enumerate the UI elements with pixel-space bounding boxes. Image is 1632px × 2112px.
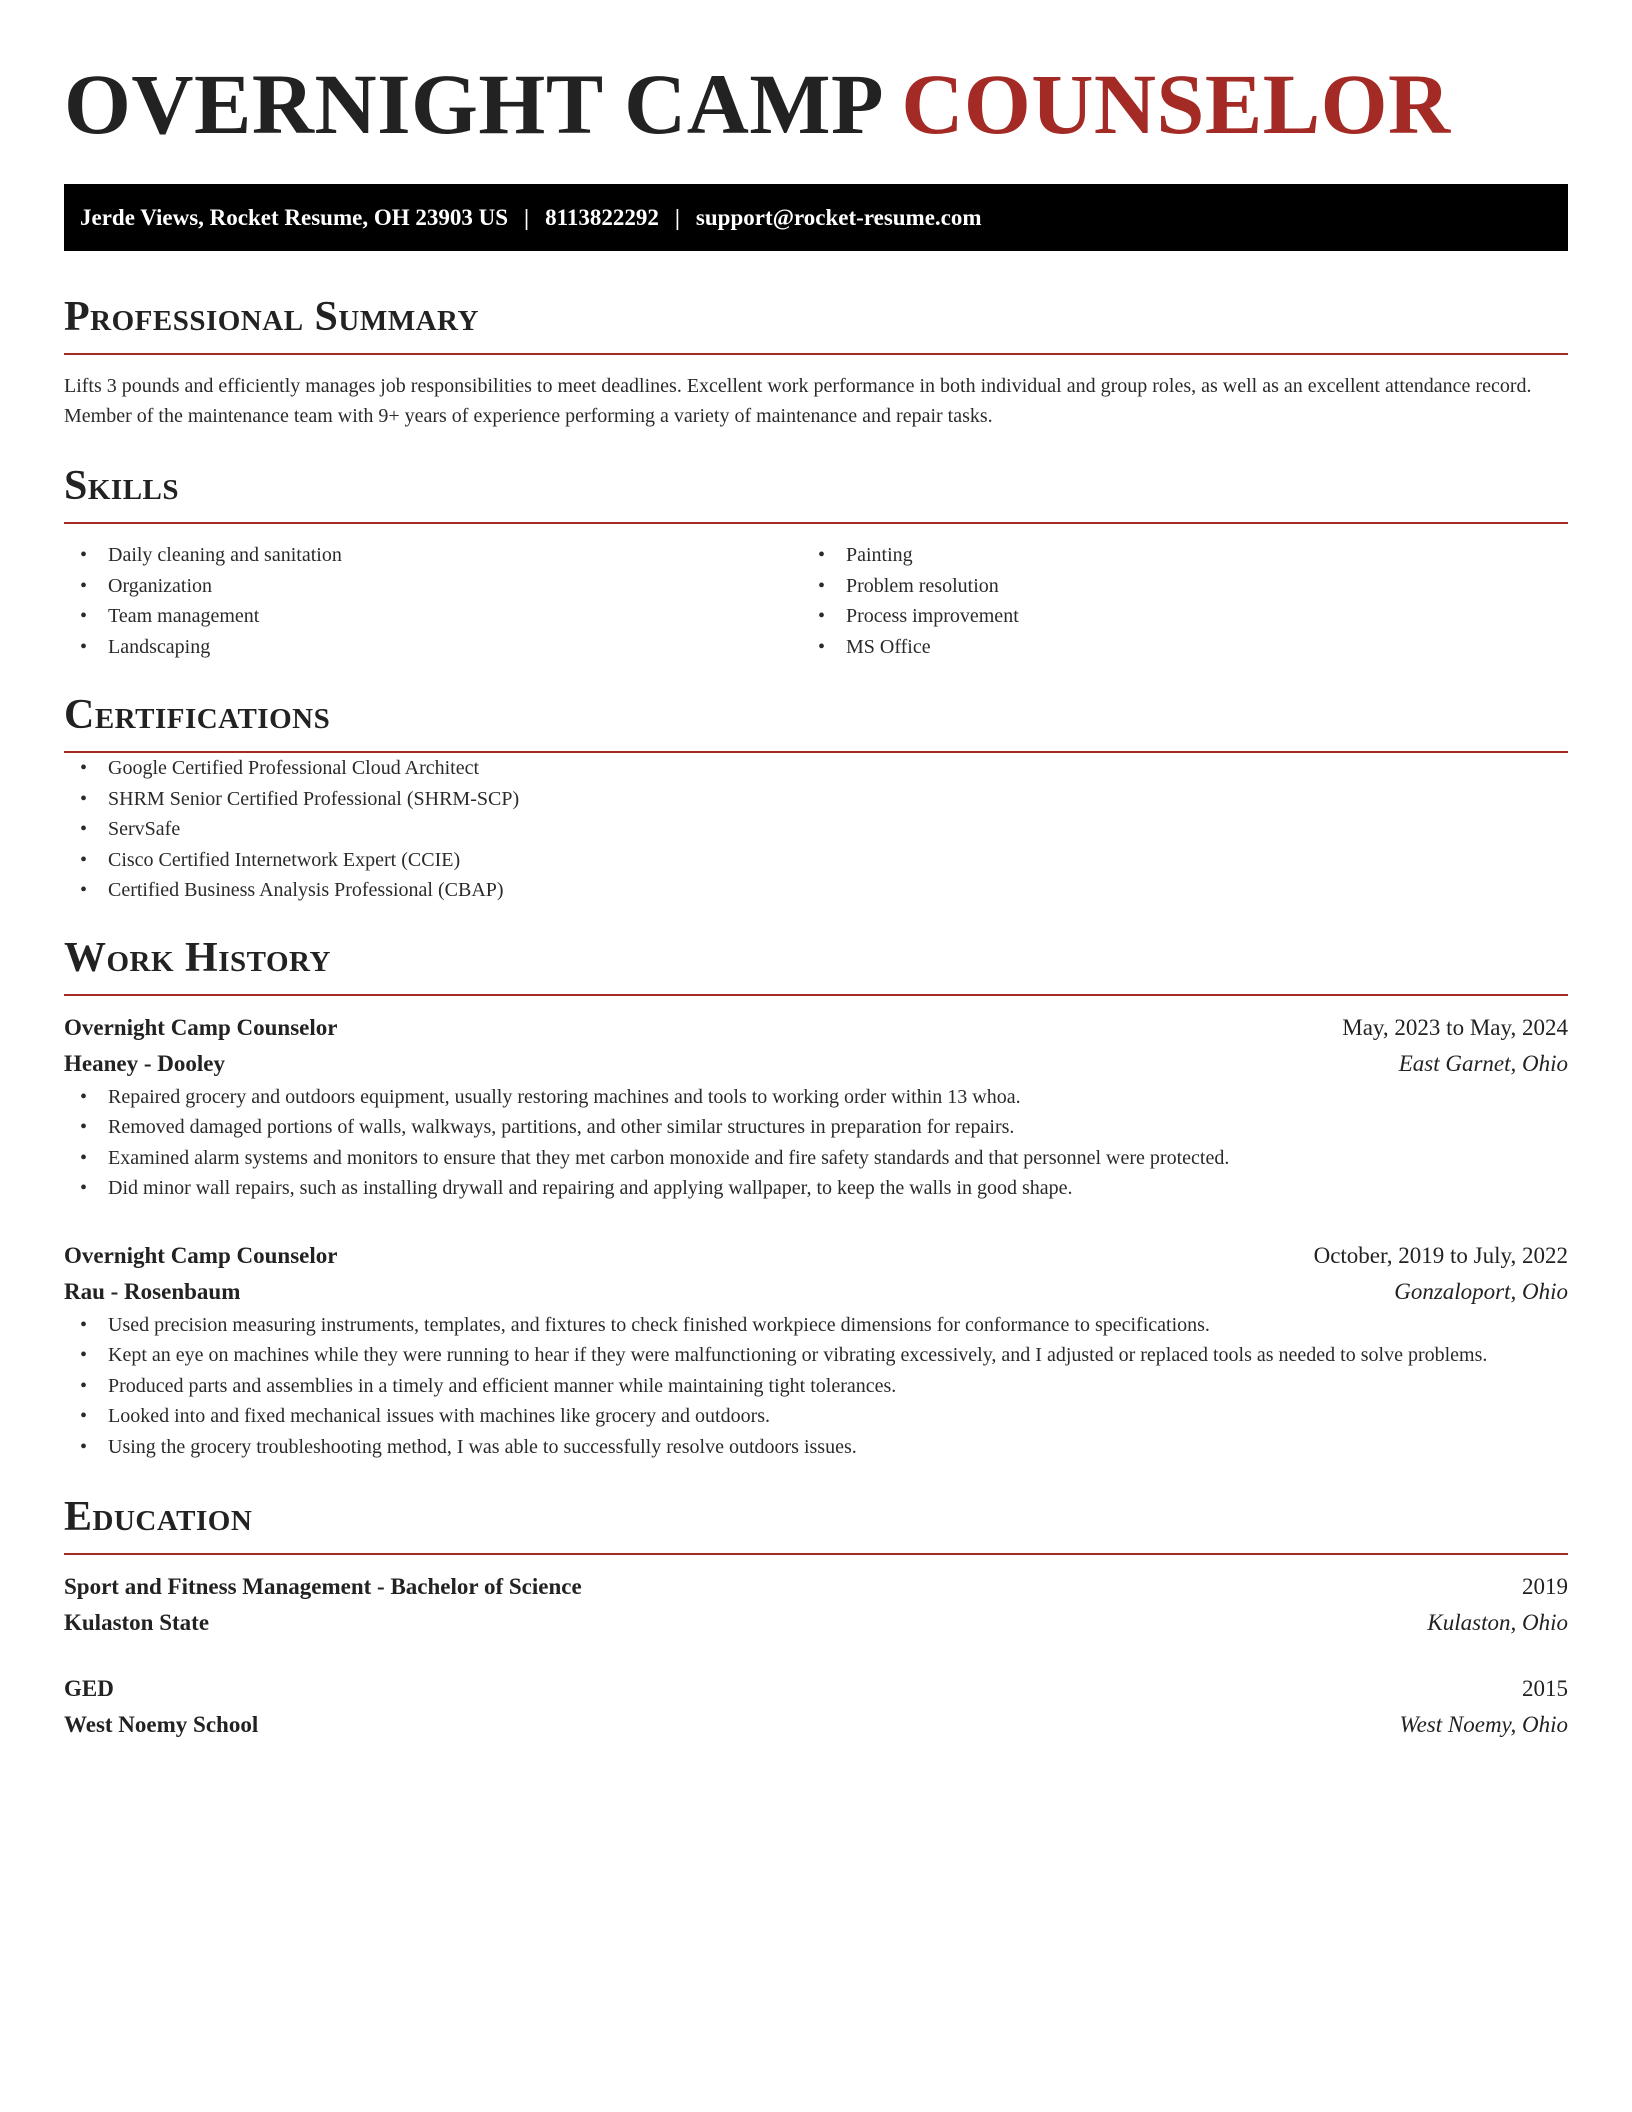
job-title: Overnight Camp Counselor — [64, 1014, 338, 1040]
work-entry — [64, 1238, 1568, 1463]
work-entry — [64, 1010, 1568, 1204]
graduation-year: 2015 — [1522, 1676, 1568, 1701]
skill-item: • Team management — [80, 605, 260, 627]
certification-item: • Google Certified Professional Cloud Architect — [80, 757, 480, 779]
contact-bar — [64, 184, 1568, 251]
job-duty: • Did minor wall repairs, such as installing drywall and repairing and applying wallpaper, to keep the walls in good shape. — [80, 1177, 1073, 1199]
degree-name: GED — [64, 1676, 114, 1701]
skill-item: • Problem resolution — [818, 574, 999, 597]
company-name: Rau - Rosenbaum — [64, 1278, 241, 1304]
skills-section — [64, 460, 1568, 662]
school-name: Kulaston State — [64, 1610, 210, 1635]
school-name: West Noemy School — [64, 1712, 259, 1737]
certification-item: • SHRM Senior Certified Professional (SHRM-SCP) — [80, 787, 520, 810]
job-location: East Garnet, Ohio — [1398, 1050, 1568, 1076]
skill-item: • Landscaping — [80, 635, 211, 658]
contact-phone: 8113822292 — [545, 204, 659, 230]
school-location: West Noemy, Ohio — [1399, 1712, 1568, 1737]
certifications-heading: Certifications — [64, 689, 1568, 753]
job-duties-list — [64, 1082, 1568, 1204]
work-history-heading: Work History — [64, 932, 1568, 996]
graduation-year: 2019 — [1522, 1574, 1568, 1599]
job-duty: • Produced parts and assemblies in a timely and efficient manner while maintaining tight tolerances. — [80, 1374, 897, 1397]
contact-address: Jerde Views, Rocket Resume, OH 23903 US — [80, 204, 509, 230]
skills-grid — [64, 540, 1568, 662]
summary-section — [64, 291, 1568, 431]
education-entry — [64, 1569, 1568, 1641]
skills-column-right — [802, 540, 1540, 662]
skills-heading: Skills — [64, 460, 1568, 524]
degree-name: Sport and Fitness Management - Bachelor of Science — [64, 1574, 582, 1599]
certification-item: • ServSafe — [80, 818, 181, 840]
skills-column-left — [64, 540, 802, 662]
skill-item: • Daily cleaning and sanitation — [80, 544, 342, 566]
skill-item: • Painting — [818, 544, 913, 566]
skill-item: • MS Office — [818, 635, 931, 658]
job-duty: • Examined alarm systems and monitors to ensure that they met carbon monoxide and fire safety standards and that personnel were protected. — [80, 1146, 1230, 1169]
company-name: Heaney - Dooley — [64, 1050, 225, 1076]
skill-item: • Process improvement — [818, 605, 1019, 627]
job-title: Overnight Camp Counselor — [64, 1242, 338, 1268]
contact-separator: | — [524, 204, 530, 230]
job-location: Gonzaloport, Ohio — [1394, 1278, 1568, 1304]
job-duty: • Using the grocery troubleshooting method, I was able to successfully resolve outdoors issues. — [80, 1435, 857, 1458]
resume-title — [64, 58, 1568, 150]
certification-item: • Certified Business Analysis Professional (CBAP) — [80, 879, 504, 901]
education-section — [64, 1491, 1568, 1743]
job-duty: • Kept an eye on machines while they were running to hear if they were malfunctioning or vibrating excessively, and I adjusted or replaced tools as needed to solve problems. — [80, 1344, 1488, 1366]
job-duty: • Looked into and fixed mechanical issues with machines like grocery and outdoors. — [80, 1405, 771, 1427]
title-first: OVERNIGHT CAMP — [64, 56, 880, 152]
work-history-section — [64, 932, 1568, 1463]
school-location: Kulaston, Ohio — [1427, 1610, 1568, 1635]
job-duty: • Used precision measuring instruments, templates, and fixtures to check finished workpiece dimensions for conformance to specifications. — [80, 1313, 1210, 1336]
certifications-list — [64, 753, 1568, 906]
title-accent: COUNSELOR — [901, 56, 1451, 152]
job-dates: October, 2019 to July, 2022 — [1313, 1242, 1568, 1268]
education-heading: Education — [64, 1491, 1568, 1555]
contact-email: support@rocket-resume.com — [695, 204, 982, 230]
job-dates: May, 2023 to May, 2024 — [1342, 1014, 1568, 1040]
job-duties-list — [64, 1310, 1568, 1463]
contact-separator: | — [674, 204, 680, 230]
education-entry — [64, 1671, 1568, 1743]
summary-text: Lifts 3 pounds and efficiently manages job responsibilities to meet deadlines. Excellent work performance in both individual and group roles, as well as an excellent attendance record. Member of the maintenance team with 9+ years of experience performing a variety of maintenance and repair tasks. — [64, 375, 1532, 427]
skill-item: • Organization — [80, 574, 213, 597]
summary-heading: Professional Summary — [64, 291, 1568, 355]
certification-item: • Cisco Certified Internetwork Expert (CCIE) — [80, 848, 461, 871]
job-duty: • Repaired grocery and outdoors equipment, usually restoring machines and tools to working order within 13 whoa. — [80, 1085, 1021, 1108]
certifications-section — [64, 689, 1568, 906]
job-duty: • Removed damaged portions of walls, walkways, partitions, and other similar structures in preparation for repairs. — [80, 1116, 1015, 1138]
